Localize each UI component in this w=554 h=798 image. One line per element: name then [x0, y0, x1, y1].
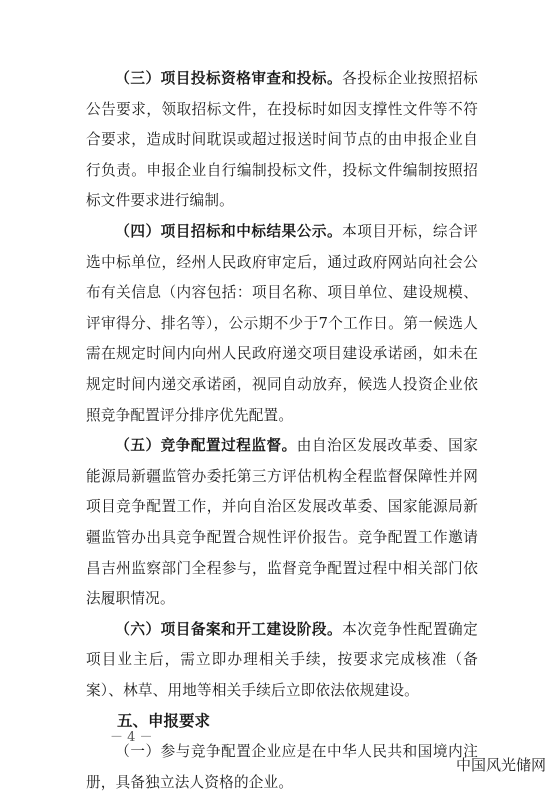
- document-body: [86, 64, 478, 798]
- paragraph-applicant-eligibility: （一）参与竞争配置企业应是在中华人民共和国境内注册，具备独立法人资格的企业。: [86, 743, 478, 791]
- paragraph-text: 本项目开标，综合评选中标单位，经州人民政府审定后，通过政府网站向社会公布有关信息（内容包括：项目名称、项目单位、建设规模、评审得分、排名等），公示期不少于7个工作日。第一候选人需在规定时间内向州人民政府递交项目建设承诺函，如未在规定时间内递交承诺函，视同自动放弃，候选人投资企业依照竞争配置评分排序优先配置。: [86, 222, 478, 424]
- paragraph-bid-result-publicity: [86, 217, 478, 431]
- page-number: － 4 －: [110, 730, 153, 745]
- paragraph-lead: （四）项目招标和中标结果公示。: [115, 222, 343, 240]
- paragraph-lead: （六）项目备案和开工建设阶段。: [115, 620, 343, 638]
- section-heading: 五、申报要求: [117, 712, 211, 731]
- watermark: 中国风光储网: [455, 756, 546, 774]
- paragraph-lead: （三）项目投标资格审查和投标。: [115, 70, 343, 87]
- paragraph-text: 各投标企业按照招标公告要求，领取招标文件，在投标时如因支撑性文件等不符合要求，造成时间耽误或超过报送时间节点的由申报企业自行负责。申报企业自行编制投标文件，投标文件编制按照招标文件要求进行编制。: [86, 70, 478, 210]
- paragraph-text: 由自治区发展改革委、国家能源局新疆监管办委托第三方评估机构全程监督保障性并网项目竞争配置工作，并向自治区发展改革委、国家能源局新疆监管办出具竞争配置合规性评价报告。竞争配置工作邀请昌吉州监察部门全程参与，监督竞争配置过程中相关部门依法履职情况。: [86, 437, 478, 608]
- paragraph-text: 本次竞争性配置确定项目业主后，需立即办理相关手续，按要求完成核准（备案）、林草、用地等相关手续后立即依法依规建设。: [86, 620, 478, 699]
- paragraph-filing-construction: [86, 615, 478, 707]
- paragraph-lead: （五）竞争配置过程监督。: [115, 437, 297, 455]
- paragraph-process-supervision: [86, 431, 478, 615]
- paragraph-bid-qualification: [86, 64, 478, 217]
